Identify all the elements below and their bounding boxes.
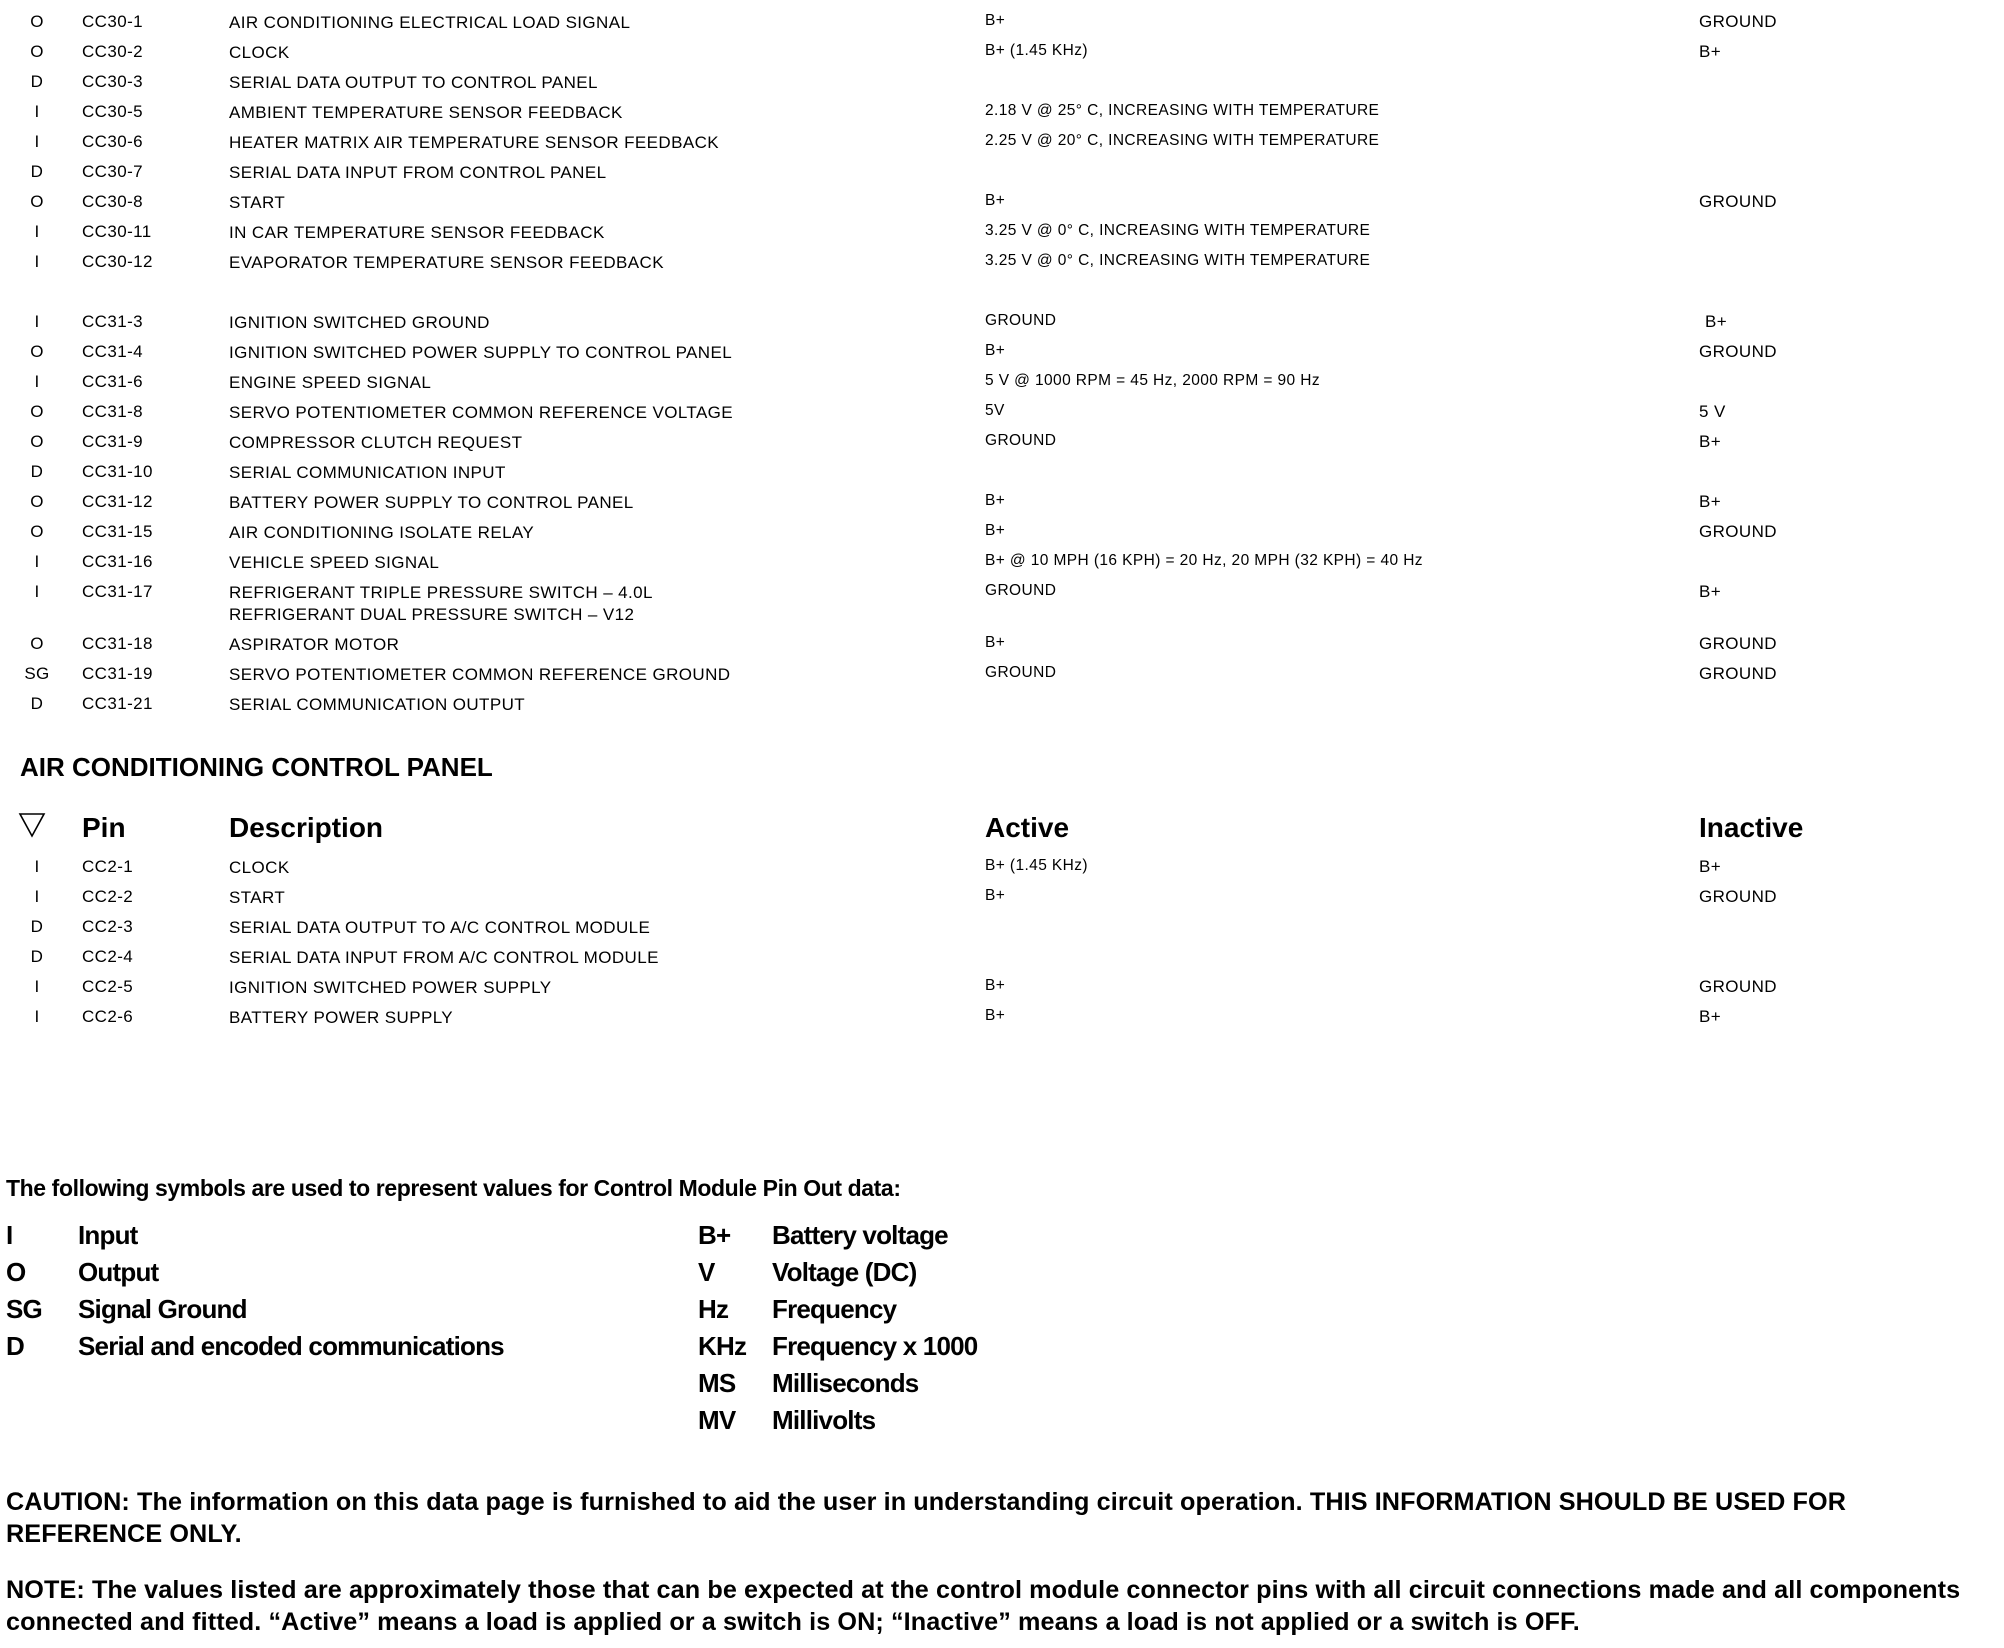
pin-type: I — [34, 582, 40, 601]
pin-type: I — [34, 102, 40, 121]
table-row — [0, 192, 2004, 222]
table-row — [0, 694, 2004, 724]
pin-description: SERIAL DATA INPUT FROM CONTROL PANEL — [229, 163, 607, 182]
table-row — [0, 1007, 2004, 1037]
table-row — [0, 887, 2004, 917]
inactive-value: B+ — [1705, 312, 1728, 331]
pin-description: VEHICLE SPEED SIGNAL — [229, 553, 440, 572]
pin-description: START — [229, 193, 286, 212]
pin-type: D — [30, 917, 44, 936]
pin-description: EVAPORATOR TEMPERATURE SENSOR FEEDBACK — [229, 253, 664, 272]
pin-id: CC31-4 — [82, 342, 143, 361]
pin-description: IGNITION SWITCHED GROUND — [229, 313, 490, 332]
legend-symbol: O — [6, 1257, 26, 1287]
pin-type: I — [34, 1007, 40, 1026]
pin-type: D — [30, 462, 44, 481]
pin-type: I — [34, 887, 40, 906]
inactive-value: GROUND — [1699, 977, 1777, 996]
legend-label: Frequency — [772, 1294, 897, 1324]
pin-description-line-2: REFRIGERANT DUAL PRESSURE SWITCH – V12 — [229, 605, 635, 624]
inactive-value: GROUND — [1699, 887, 1777, 906]
pin-id: CC31-3 — [82, 312, 143, 331]
active-value: B+ — [985, 522, 1006, 539]
pin-description: SERVO POTENTIOMETER COMMON REFERENCE GROUND — [229, 665, 731, 684]
pin-id: CC2-1 — [82, 857, 134, 876]
table-row — [0, 162, 2004, 192]
active-value: B+ — [985, 634, 1006, 651]
pin-type: I — [34, 857, 40, 876]
pin-type: O — [30, 492, 44, 511]
legend-symbol: V — [698, 1257, 715, 1287]
pin-id: CC30-11 — [82, 222, 152, 241]
active-value: 3.25 V @ 0° C, INCREASING WITH TEMPERATURE — [985, 222, 1371, 239]
pin-type: I — [34, 132, 40, 151]
table-row — [0, 947, 2004, 977]
table-row — [0, 634, 2004, 664]
pin-description: SERIAL DATA OUTPUT TO CONTROL PANEL — [229, 73, 598, 92]
pin-type: D — [30, 947, 44, 966]
pin-type: I — [34, 372, 40, 391]
table-row — [0, 582, 2004, 632]
pin-description: SERVO POTENTIOMETER COMMON REFERENCE VOLTAGE — [229, 403, 734, 422]
active-value: B+ — [985, 342, 1006, 359]
table-row — [0, 222, 2004, 252]
table-row — [0, 522, 2004, 552]
active-value: B+ — [985, 1007, 1006, 1024]
pin-description: AIR CONDITIONING ELECTRICAL LOAD SIGNAL — [229, 13, 631, 32]
table-row — [0, 917, 2004, 947]
pin-id: CC30-6 — [82, 132, 143, 151]
inactive-value: GROUND — [1699, 12, 1777, 31]
pin-description: IGNITION SWITCHED POWER SUPPLY TO CONTROL PANEL — [229, 343, 733, 362]
pin-description: IGNITION SWITCHED POWER SUPPLY — [229, 978, 552, 997]
pin-type: O — [30, 342, 44, 361]
active-value: 2.18 V @ 25° C, INCREASING WITH TEMPERATURE — [985, 102, 1380, 119]
table-row — [0, 552, 2004, 582]
pin-id: CC31-15 — [82, 522, 153, 541]
table-row — [0, 342, 2004, 372]
inactive-value: GROUND — [1699, 664, 1777, 683]
pin-id: CC31-16 — [82, 552, 153, 571]
table-row — [0, 132, 2004, 162]
pin-type: I — [34, 252, 40, 271]
triangle-down-icon — [18, 812, 46, 838]
pin-type: I — [34, 977, 40, 996]
table-row — [0, 102, 2004, 132]
pin-type: O — [30, 402, 44, 421]
pin-type: D — [30, 694, 44, 713]
pin-description: CLOCK — [229, 43, 290, 62]
inactive-value: B+ — [1699, 857, 1722, 876]
active-value: GROUND — [985, 432, 1057, 449]
pin-type: I — [34, 552, 40, 571]
pin-type: O — [30, 634, 44, 653]
pin-type: O — [30, 12, 44, 31]
pin-description: REFRIGERANT TRIPLE PRESSURE SWITCH – 4.0L — [229, 583, 653, 602]
inactive-value: B+ — [1699, 492, 1722, 511]
inactive-value: GROUND — [1699, 634, 1777, 653]
active-value: B+ — [985, 12, 1006, 29]
legend-symbol: I — [6, 1220, 13, 1250]
pin-type: I — [34, 222, 40, 241]
inactive-value: GROUND — [1699, 192, 1777, 211]
pin-id: CC30-3 — [82, 72, 143, 91]
inactive-value: B+ — [1699, 1007, 1722, 1026]
pin-description: SERIAL COMMUNICATION OUTPUT — [229, 695, 526, 714]
header-pin: Pin — [82, 812, 126, 843]
header-active: Active — [985, 812, 1070, 843]
legend-symbol: KHz — [698, 1331, 747, 1361]
pin-type: O — [30, 42, 44, 61]
legend-label: Battery voltage — [772, 1220, 948, 1250]
table-row — [0, 42, 2004, 72]
inactive-value: B+ — [1699, 42, 1722, 61]
inactive-value: GROUND — [1699, 522, 1777, 541]
pin-id: CC31-8 — [82, 402, 143, 421]
pin-description: COMPRESSOR CLUTCH REQUEST — [229, 433, 523, 452]
pin-id: CC30-5 — [82, 102, 143, 121]
inactive-value: B+ — [1699, 582, 1722, 601]
active-value: B+ @ 10 MPH (16 KPH) = 20 Hz, 20 MPH (32 KPH) = 40 Hz — [985, 552, 1423, 569]
legend-symbol: B+ — [698, 1220, 731, 1250]
inactive-value: B+ — [1699, 432, 1722, 451]
table-row — [0, 492, 2004, 522]
active-value: 2.25 V @ 20° C, INCREASING WITH TEMPERATURE — [985, 132, 1380, 149]
pin-description: AIR CONDITIONING ISOLATE RELAY — [229, 523, 535, 542]
pin-id: CC31-17 — [82, 582, 153, 601]
legend-intro: The following symbols are used to represent values for Control Module Pin Out data: — [6, 1175, 901, 1201]
pin-type: O — [30, 522, 44, 541]
table-row — [0, 462, 2004, 492]
table-row — [0, 252, 2004, 282]
pin-description: IN CAR TEMPERATURE SENSOR FEEDBACK — [229, 223, 605, 242]
pin-type: D — [30, 72, 44, 91]
legend-label: Output — [78, 1257, 159, 1287]
active-value: B+ — [985, 492, 1006, 509]
active-value: B+ — [985, 192, 1006, 209]
table-row — [0, 977, 2004, 1007]
pin-id: CC2-3 — [82, 917, 134, 936]
pin-id: CC30-8 — [82, 192, 143, 211]
active-value: B+ (1.45 KHz) — [985, 857, 1088, 874]
pin-description: SERIAL COMMUNICATION INPUT — [229, 463, 506, 482]
pin-id: CC31-12 — [82, 492, 153, 511]
table-row — [0, 664, 2004, 694]
table-row — [0, 372, 2004, 402]
pin-description: AMBIENT TEMPERATURE SENSOR FEEDBACK — [229, 103, 623, 122]
inactive-value: GROUND — [1699, 342, 1777, 361]
legend-symbol: MS — [698, 1368, 736, 1398]
legend-symbol: Hz — [698, 1294, 729, 1324]
active-value: B+ (1.45 KHz) — [985, 42, 1088, 59]
table-row — [0, 72, 2004, 102]
pin-id: CC2-6 — [82, 1007, 134, 1026]
table-row — [0, 312, 2004, 342]
pin-id: CC31-6 — [82, 372, 143, 391]
pin-id: CC31-9 — [82, 432, 143, 451]
pin-id: CC30-1 — [82, 12, 143, 31]
legend-symbol: D — [6, 1331, 24, 1361]
legend-label: Millivolts — [772, 1405, 876, 1435]
pin-id: CC31-18 — [82, 634, 153, 653]
table-row — [0, 857, 2004, 887]
pin-id: CC2-2 — [82, 887, 134, 906]
pin-type: SG — [24, 664, 50, 683]
section-title: AIR CONDITIONING CONTROL PANEL — [20, 752, 493, 782]
legend-label: Serial and encoded communications — [78, 1331, 504, 1361]
pin-description: BATTERY POWER SUPPLY TO CONTROL PANEL — [229, 493, 634, 512]
header-description: Description — [229, 812, 384, 843]
legend-label: Signal Ground — [78, 1294, 247, 1324]
pin-id: CC30-12 — [82, 252, 153, 271]
active-value: B+ — [985, 887, 1006, 904]
legend-symbol: MV — [698, 1405, 736, 1435]
pin-description: ASPIRATOR MOTOR — [229, 635, 400, 654]
header-inactive: Inactive — [1699, 812, 1804, 843]
pin-type: O — [30, 192, 44, 211]
active-value: 5V — [985, 402, 1005, 419]
pin-id: CC2-4 — [82, 947, 134, 966]
pin-type: D — [30, 162, 44, 181]
table-row — [0, 402, 2004, 432]
caution-text: CAUTION: The information on this data page is furnished to aid the user in understanding circuit operation. THIS INFORMATION SHOULD BE USED FOR REFERENCE ONLY. — [6, 1488, 1846, 1548]
legend-label: Frequency x 1000 — [772, 1331, 978, 1361]
table-row — [0, 432, 2004, 462]
pin-id: CC31-19 — [82, 664, 153, 683]
pin-id: CC2-5 — [82, 977, 134, 996]
pin-description: START — [229, 888, 286, 907]
active-value: GROUND — [985, 312, 1057, 329]
legend-label: Voltage (DC) — [772, 1257, 917, 1287]
inactive-value: 5 V — [1699, 402, 1726, 421]
note-text: NOTE: The values listed are approximately those that can be expected at the control module connector pins with all circuit connections made and all components connected and fitted. “Active” means a load is applied or a switch is ON; “Inactive” means a load is not applied or a switch is OFF. — [6, 1576, 1961, 1636]
pin-description: SERIAL DATA OUTPUT TO A/C CONTROL MODULE — [229, 918, 651, 937]
pin-description: SERIAL DATA INPUT FROM A/C CONTROL MODULE — [229, 948, 659, 967]
pin-id: CC30-7 — [82, 162, 143, 181]
pin-description: BATTERY POWER SUPPLY — [229, 1008, 454, 1027]
active-value: 5 V @ 1000 RPM = 45 Hz, 2000 RPM = 90 Hz — [985, 372, 1320, 389]
legend-label: Milliseconds — [772, 1368, 919, 1398]
active-value: B+ — [985, 977, 1006, 994]
active-value: 3.25 V @ 0° C, INCREASING WITH TEMPERATURE — [985, 252, 1371, 269]
pin-description: HEATER MATRIX AIR TEMPERATURE SENSOR FEEDBACK — [229, 133, 719, 152]
pin-id: CC31-21 — [82, 694, 153, 713]
pin-id: CC31-10 — [82, 462, 153, 481]
legend-label: Input — [78, 1220, 138, 1250]
pin-description: ENGINE SPEED SIGNAL — [229, 373, 432, 392]
table-row — [0, 12, 2004, 42]
pin-description: CLOCK — [229, 858, 290, 877]
pin-type: I — [34, 312, 40, 331]
active-value: GROUND — [985, 664, 1057, 681]
pin-id: CC30-2 — [82, 42, 143, 61]
pin-type: O — [30, 432, 44, 451]
legend-symbol: SG — [6, 1294, 42, 1324]
active-value: GROUND — [985, 582, 1057, 599]
